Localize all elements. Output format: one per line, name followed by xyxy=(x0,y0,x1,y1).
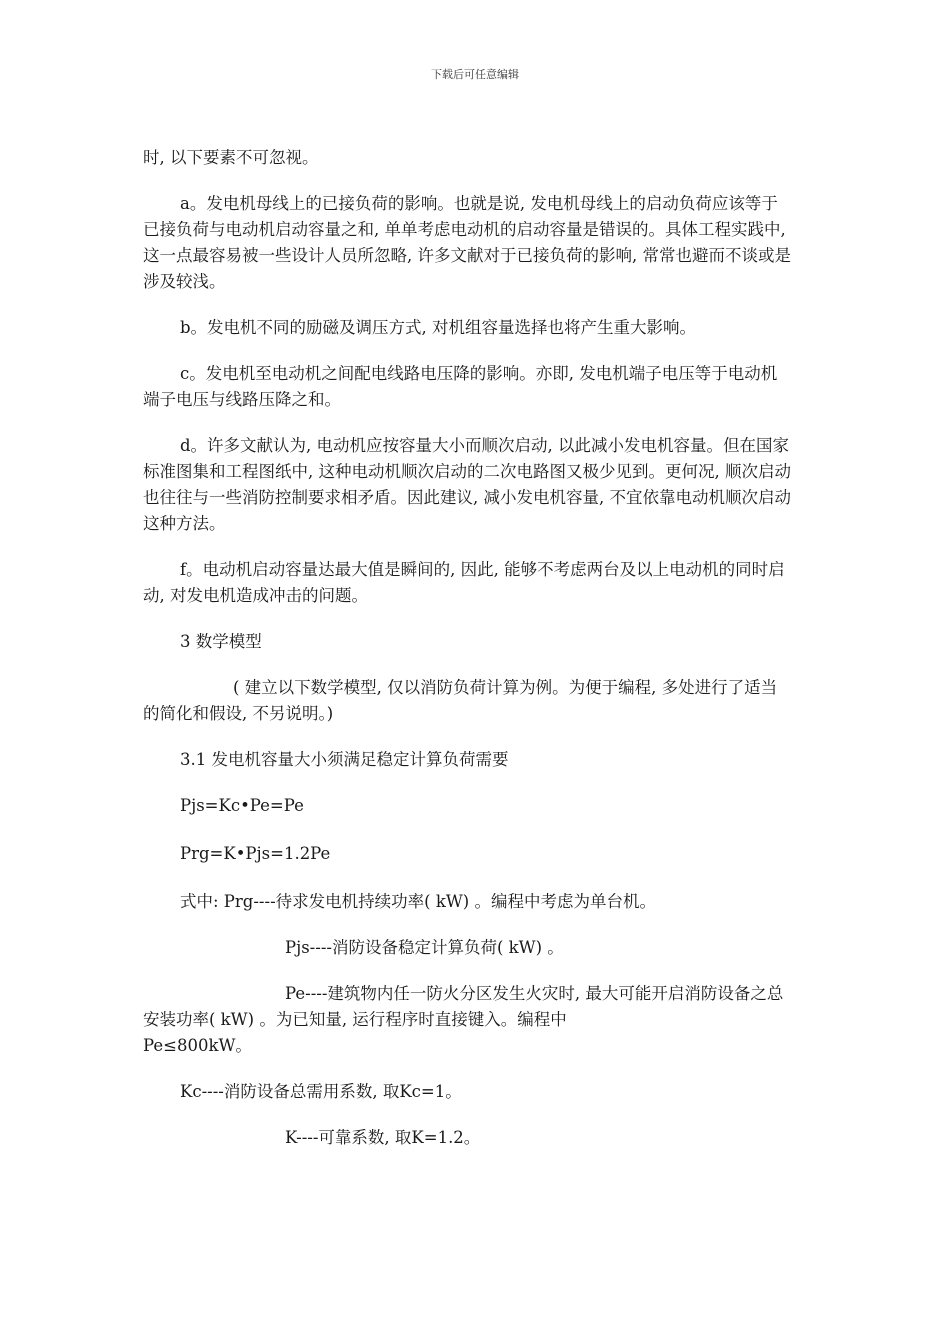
where-prg: 式中: Prg----待求发电机持续功率( kW) 。编程中考虑为单台机。 xyxy=(180,892,656,911)
paragraph-item-a: a。发电机母线上的已接负荷的影响。也就是说, 发电机母线上的启动负荷应该等于已接负荷与电动机启动容量之和, 单单考虑电动机的启动容量是错误的。具体工程实践中, 这一点最容易被一些设计人员所忽略, 许多文献对于已接负荷的影响, 常常也避而不谈或是涉及较浅。 xyxy=(143,194,791,291)
paragraph-item-f: f。电动机启动容量达最大值是瞬间的, 因此, 能够不考虑两台及以上电动机的同时启动, 对发电机造成冲击的问题。 xyxy=(143,560,785,605)
formula-prg: Prg=K•Pjs=1.2Pe xyxy=(180,844,331,863)
where-pe-limit: Pe≤800kW。 xyxy=(143,1036,252,1055)
paragraph-intro-continuation: 时, 以下要素不可忽视。 xyxy=(143,148,319,167)
section-heading-3-1: 3.1 发电机容量大小须满足稳定计算负荷需要 xyxy=(180,750,509,769)
section-heading-3: 3 数学模型 xyxy=(180,632,262,651)
paragraph-item-b: b。发电机不同的励磁及调压方式, 对机组容量选择也将产生重大影响。 xyxy=(180,318,697,337)
formula-pjs: Pjs=Kc•Pe=Pe xyxy=(180,796,304,815)
paragraph-item-d: d。许多文献认为, 电动机应按容量大小而顺次启动, 以此减小发电机容量。但在国家标准图集和工程图纸中, 这种电动机顺次启动的二次电路图又极少见到。更何况, 顺次启动也往往与一些消防控制要求相矛盾。因此建议, 减小发电机容量, 不宜依靠电动机顺次启动这种方法。 xyxy=(143,436,791,533)
paragraph-model-intro: ( 建立以下数学模型, 仅以消防负荷计算为例。为便于编程, 多处进行了适当的简化和假设, 不另说明。) xyxy=(143,678,778,723)
page-header: 下载后可任意编辑 xyxy=(431,68,519,81)
paragraph-item-c: c。发电机至电动机之间配电线路电压降的影响。亦即, 发电机端子电压等于电动机端子电压与线路压降之和。 xyxy=(143,364,778,409)
where-pjs: Pjs----消防设备稳定计算负荷( kW) 。 xyxy=(285,938,564,957)
where-kc: Kc----消防设备总需用系数, 取Kc=1。 xyxy=(180,1082,462,1101)
document-body xyxy=(143,145,791,1171)
where-pe: Pe----建筑物内任一防火分区发生火灾时, 最大可能开启消防设备之总安装功率( kW) 。为已知量, 运行程序时直接键入。编程中 xyxy=(143,984,784,1029)
where-k: K----可靠系数, 取K=1.2。 xyxy=(285,1128,481,1147)
